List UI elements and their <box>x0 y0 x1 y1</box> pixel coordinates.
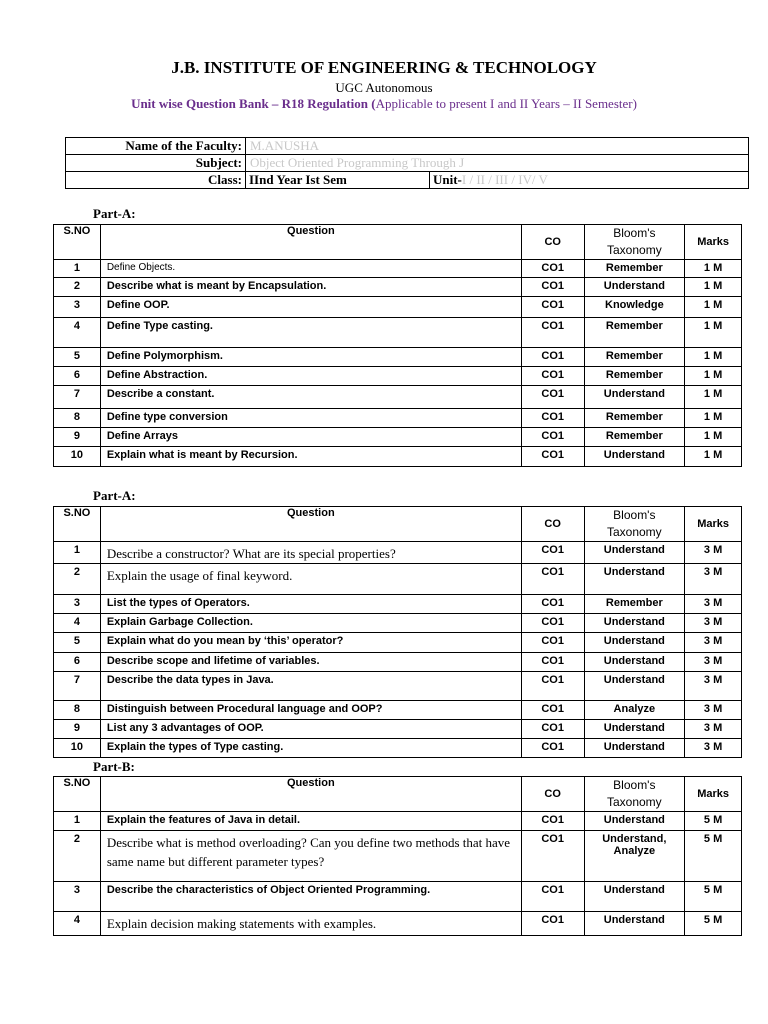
cell-bloom: Understand <box>584 653 685 672</box>
part-b-label: Part-B: <box>93 759 135 774</box>
question-table-part-a-3mark <box>53 506 742 758</box>
cell-co: CO1 <box>521 260 584 278</box>
table-row <box>54 428 742 447</box>
cell-marks: 3 M <box>685 564 742 595</box>
cell-co: CO1 <box>521 447 584 467</box>
cell-sno: 3 <box>54 882 101 912</box>
cell-co: CO1 <box>521 701 584 720</box>
course-info-table <box>65 137 749 189</box>
col-bloom <box>584 507 685 542</box>
part-a-label-2: Part-A: <box>93 488 136 503</box>
institute-status: UGC Autonomous <box>335 80 433 95</box>
cell-bloom: Knowledge <box>584 297 685 318</box>
cell-question: Distinguish between Procedural language and OOP? <box>100 701 521 720</box>
cell-co: CO1 <box>521 912 584 936</box>
cell-marks: 1 M <box>685 428 742 447</box>
cell-question: Define OOP. <box>100 297 521 318</box>
cell-co: CO1 <box>521 720 584 739</box>
table-row <box>54 812 742 831</box>
cell-marks: 5 M <box>685 812 742 831</box>
col-co: CO <box>521 777 584 812</box>
cell-co: CO1 <box>521 386 584 409</box>
col-bloom <box>584 225 685 260</box>
cell-bloom: Understand <box>584 278 685 297</box>
cell-bloom: Understand <box>584 672 685 701</box>
cell-co: CO1 <box>521 831 584 882</box>
cell-sno: 7 <box>54 672 101 701</box>
cell-sno: 4 <box>54 912 101 936</box>
table-row <box>54 564 742 595</box>
table-row <box>54 912 742 936</box>
cell-sno: 8 <box>54 701 101 720</box>
col-sno: S.NO <box>54 777 101 812</box>
cell-marks: 1 M <box>685 367 742 386</box>
table-header-row <box>54 225 742 260</box>
table-row <box>54 653 742 672</box>
cell-sno: 10 <box>54 447 101 467</box>
cell-sno: 1 <box>54 812 101 831</box>
cell-co: CO1 <box>521 672 584 701</box>
col-marks: Marks <box>685 777 742 812</box>
cell-sno: 5 <box>54 633 101 653</box>
cell-marks: 5 M <box>685 912 742 936</box>
subject-value-text: Object Oriented Programming Through J <box>250 155 465 170</box>
cell-marks: 3 M <box>685 542 742 564</box>
cell-marks: 5 M <box>685 831 742 882</box>
table-row <box>54 720 742 739</box>
part-a-label-1: Part-A: <box>93 206 136 221</box>
faculty-row <box>66 138 749 155</box>
cell-marks: 3 M <box>685 653 742 672</box>
cell-marks: 1 M <box>685 447 742 467</box>
cell-co: CO1 <box>521 739 584 758</box>
table-row <box>54 739 742 758</box>
cell-bloom: Remember <box>584 428 685 447</box>
cell-co: CO1 <box>521 595 584 614</box>
cell-marks: 1 M <box>685 297 742 318</box>
table-row <box>54 278 742 297</box>
cell-question: Explain the features of Java in detail. <box>100 812 521 831</box>
cell-question: Describe the characteristics of Object Oriented Programming. <box>100 882 521 912</box>
cell-marks: 3 M <box>685 614 742 633</box>
col-co: CO <box>521 507 584 542</box>
unit-cell <box>430 172 749 189</box>
cell-marks: 1 M <box>685 260 742 278</box>
cell-question: Explain decision making statements with examples. <box>100 912 521 936</box>
question-table-part-a-1mark <box>53 224 742 467</box>
col-sno: S.NO <box>54 507 101 542</box>
cell-sno: 7 <box>54 386 101 409</box>
subject-value <box>246 155 749 172</box>
cell-co: CO1 <box>521 428 584 447</box>
cell-co: CO1 <box>521 318 584 348</box>
cell-sno: 2 <box>54 278 101 297</box>
cell-question: Describe scope and lifetime of variables. <box>100 653 521 672</box>
cell-bloom: Understand <box>584 633 685 653</box>
cell-bloom: Understand <box>584 912 685 936</box>
subject-label: Subject: <box>66 155 246 172</box>
table-row <box>54 633 742 653</box>
cell-co: CO1 <box>521 614 584 633</box>
cell-co: CO1 <box>521 882 584 912</box>
cell-bloom: Understand <box>584 739 685 758</box>
col-bloom-line2: Taxonomy <box>607 243 662 257</box>
unit-value: I / II / III / IV/ V <box>461 172 548 187</box>
cell-marks: 3 M <box>685 720 742 739</box>
cell-question: Define type conversion <box>100 409 521 428</box>
cell-co: CO1 <box>521 348 584 367</box>
cell-marks: 1 M <box>685 278 742 297</box>
cell-sno: 2 <box>54 564 101 595</box>
cell-bloom: Understand <box>584 564 685 595</box>
table-row <box>54 614 742 633</box>
cell-bloom: Understand <box>584 720 685 739</box>
cell-co: CO1 <box>521 564 584 595</box>
table-row <box>54 595 742 614</box>
cell-co: CO1 <box>521 633 584 653</box>
cell-question: Define Polymorphism. <box>100 348 521 367</box>
cell-co: CO1 <box>521 542 584 564</box>
cell-bloom: Understand <box>584 812 685 831</box>
question-bank-line <box>0 96 768 112</box>
table-row <box>54 297 742 318</box>
unit-label: Unit- <box>433 172 462 187</box>
cell-question: Describe what is method overloading? Can you define two methods that have same name but different parameter types? <box>100 831 521 882</box>
table-row <box>54 447 742 467</box>
class-label: Class: <box>66 172 246 189</box>
table-header-row <box>54 777 742 812</box>
cell-marks: 3 M <box>685 739 742 758</box>
table-row <box>54 260 742 278</box>
cell-sno: 10 <box>54 739 101 758</box>
col-bloom <box>584 777 685 812</box>
cell-question: Explain what is meant by Recursion. <box>100 447 521 467</box>
cell-bloom: Understand <box>584 447 685 467</box>
cell-co: CO1 <box>521 409 584 428</box>
cell-sno: 4 <box>54 614 101 633</box>
cell-question: List the types of Operators. <box>100 595 521 614</box>
cell-question: Define Abstraction. <box>100 367 521 386</box>
col-sno: S.NO <box>54 225 101 260</box>
table-row <box>54 386 742 409</box>
cell-question: Define Objects. <box>100 260 521 278</box>
cell-question: Explain Garbage Collection. <box>100 614 521 633</box>
cell-bloom: Remember <box>584 409 685 428</box>
cell-question: Describe a constructor? What are its special properties? <box>100 542 521 564</box>
question-bank-title: Unit wise Question Bank – R18 Regulation ( <box>131 96 376 111</box>
table-row <box>54 701 742 720</box>
table-row <box>54 348 742 367</box>
cell-bloom: Understand, Analyze <box>584 831 685 882</box>
cell-marks: 3 M <box>685 701 742 720</box>
cell-marks: 3 M <box>685 633 742 653</box>
cell-bloom: Understand <box>584 614 685 633</box>
cell-sno: 4 <box>54 318 101 348</box>
cell-sno: 6 <box>54 653 101 672</box>
cell-marks: 1 M <box>685 386 742 409</box>
cell-co: CO1 <box>521 812 584 831</box>
faculty-value: M.ANUSHA <box>246 138 749 155</box>
cell-co: CO1 <box>521 297 584 318</box>
cell-bloom: Remember <box>584 595 685 614</box>
cell-sno: 8 <box>54 409 101 428</box>
cell-bloom: Remember <box>584 348 685 367</box>
cell-bloom: Remember <box>584 260 685 278</box>
table-row <box>54 409 742 428</box>
col-bloom-line1: Bloom's <box>613 226 656 240</box>
institute-name: J.B. INSTITUTE OF ENGINEERING & TECHNOLOGY <box>171 58 597 77</box>
table-row <box>54 882 742 912</box>
cell-marks: 1 M <box>685 409 742 428</box>
cell-bloom: Remember <box>584 318 685 348</box>
cell-question: Describe what is meant by Encapsulation. <box>100 278 521 297</box>
cell-marks: 3 M <box>685 672 742 701</box>
col-bloom-line1: Bloom's <box>613 508 656 522</box>
col-marks: Marks <box>685 507 742 542</box>
col-marks: Marks <box>685 225 742 260</box>
cell-bloom: Understand <box>584 542 685 564</box>
cell-sno: 3 <box>54 595 101 614</box>
table-header-row <box>54 507 742 542</box>
cell-bloom: Understand <box>584 882 685 912</box>
col-question: Question <box>100 507 521 542</box>
cell-question: Explain what do you mean by ‘this’ operator? <box>100 633 521 653</box>
cell-question: List any 3 advantages of OOP. <box>100 720 521 739</box>
cell-marks: 1 M <box>685 348 742 367</box>
cell-sno: 9 <box>54 720 101 739</box>
col-question: Question <box>100 777 521 812</box>
cell-question: Define Type casting. <box>100 318 521 348</box>
cell-sno: 9 <box>54 428 101 447</box>
cell-question: Describe the data types in Java. <box>100 672 521 701</box>
table-row <box>54 672 742 701</box>
cell-sno: 5 <box>54 348 101 367</box>
cell-sno: 2 <box>54 831 101 882</box>
cell-bloom: Remember <box>584 367 685 386</box>
subject-row <box>66 155 749 172</box>
cell-question: Explain the types of Type casting. <box>100 739 521 758</box>
cell-co: CO1 <box>521 367 584 386</box>
cell-marks: 5 M <box>685 882 742 912</box>
cell-marks: 1 M <box>685 318 742 348</box>
col-bloom-line2: Taxonomy <box>606 795 662 809</box>
table-row <box>54 318 742 348</box>
table-row <box>54 831 742 882</box>
col-bloom-line1: Bloom's <box>613 778 656 792</box>
cell-bloom: Analyze <box>584 701 685 720</box>
cell-sno: 1 <box>54 260 101 278</box>
cell-sno: 3 <box>54 297 101 318</box>
class-row <box>66 172 749 189</box>
col-question: Question <box>100 225 521 260</box>
cell-marks: 3 M <box>685 595 742 614</box>
cell-co: CO1 <box>521 653 584 672</box>
col-bloom-line2: Taxonomy <box>606 525 662 539</box>
table-row <box>54 367 742 386</box>
cell-sno: 6 <box>54 367 101 386</box>
question-table-part-b <box>53 776 742 936</box>
col-co: CO <box>521 225 584 260</box>
cell-bloom: Understand <box>584 386 685 409</box>
cell-co: CO1 <box>521 278 584 297</box>
cell-sno: 1 <box>54 542 101 564</box>
cell-question: Define Arrays <box>100 428 521 447</box>
cell-question: Describe a constant. <box>100 386 521 409</box>
faculty-label: Name of the Faculty: <box>66 138 246 155</box>
question-bank-applicability: Applicable to present I and II Years – II Semester) <box>375 96 637 111</box>
table-row <box>54 542 742 564</box>
class-value: IInd Year Ist Sem <box>246 172 430 189</box>
cell-question: Explain the usage of final keyword. <box>100 564 521 595</box>
